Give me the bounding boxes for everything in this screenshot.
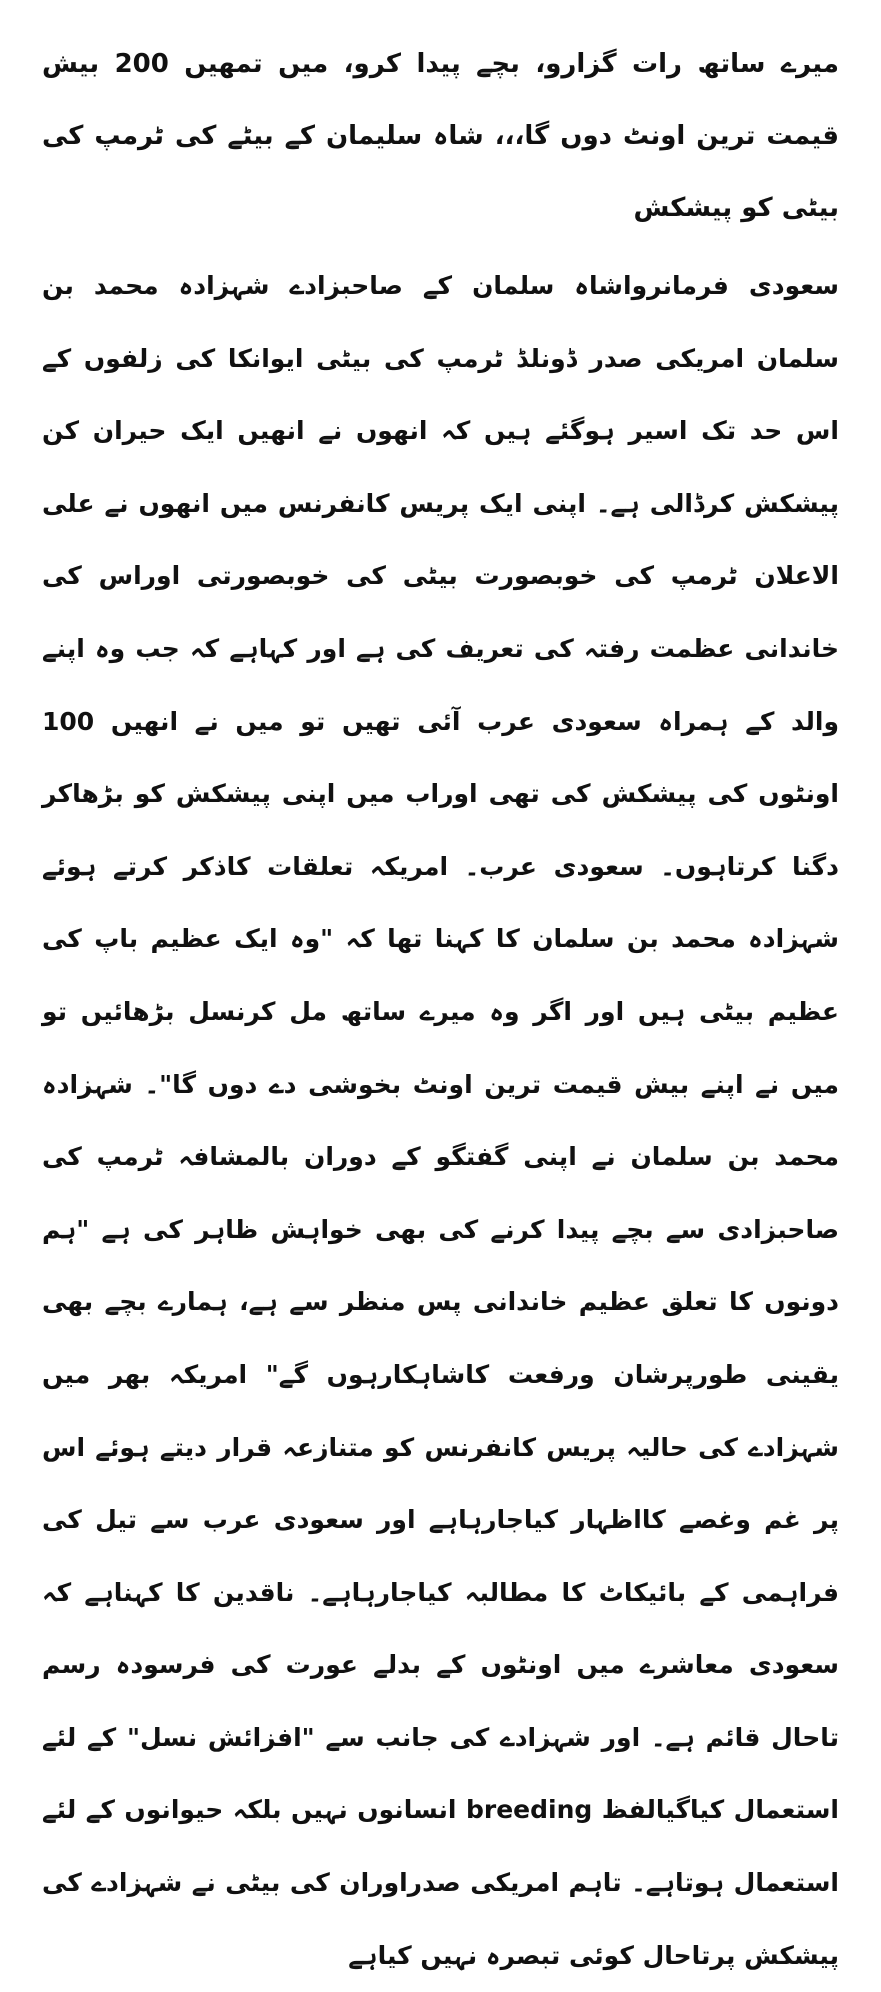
article-body: سعودی فرمانرواشاہ سلمان کے صاحبزادے شہزادہ محمد بن سلمان امریکی صدر ڈونلڈ ٹرمپ کی بیٹی ایوانکا کی زلفوں کے اس حد تک اسیر ہوگئے ہیں کہ انھوں نے انھیں ایک حیران کن پیشکش کرڈالی ہے۔ اپنی ایک پریس کانفرنس میں انھوں نے علی الاعلان ٹرمپ کی خوبصورت بیٹی کی خوبصورتی اوراس کی خاندانی عظمت رفتہ کی تعریف کی ہے اور کہاہے کہ جب وہ اپنے والد کے ہمراہ سعودی عرب آئی تھیں تو میں نے انھیں 100 اونٹوں کی پیشکش کی تھی اوراب میں اپنی پیشکش کو بڑھاکر دگنا کرتاہوں۔ سعودی عرب۔ امریکہ تعلقات کاذکر کرتے ہوئے شہزادہ محمد بن سلمان کا کہنا تھا کہ "وہ ایک عظیم باپ کی عظیم بیٹی ہیں اور اگر وہ میرے ساتھ مل کرنسل بڑھائیں تو میں نے اپنے بیش قیمت ترین اونٹ بخوشی دے دوں گا"۔ شہزادہ محمد بن سلمان نے اپنی گفتگو کے دوران بالمشافہ ٹرمپ کی صاحبزادی سے بچے پیدا کرنے کی بھی خواہش ظاہر کی ہے "ہم دونوں کا تعلق عظیم خاندانی پس منظر سے ہے، ہمارے بچے بھی یقینی طورپرشان ورفعت کاشاہکارہوں گے" امریکہ بھر میں شہزادے کی حالیہ پریس کانفرنس کو متنازعہ قرار دیتے ہوئے اس پر غم وغصے کااظہار کیاجارہاہے اور سعودی عرب سے تیل کی فراہمی کے بائیکاٹ کا مطالبہ کیاجارہاہے۔ ناقدین کا کہناہے کہ سعودی معاشرے میں اونٹوں کے بدلے عورت کی فرسودہ رسم تاحال قائم ہے۔ اور شہزادے کی جانب سے "افزائش نسل" کے لئے استعمال کیاگیالفظ breeding انسانوں نہیں بلکہ حیوانوں کے لئے استعمال ہوتاہے۔ تاہم امریکی صدراوران کی بیٹی نے شہزادے کی پیشکش پرتاحال کوئی تبصرہ نہیں کیاہے	[42, 271, 839, 1970]
article-headline: میرے ساتھ رات گزارو، بچے پیدا کرو، میں تمھیں 200 بیش قیمت ترین اونٹ دوں گا،،، شاہ سلیمان کے بیٹے کی ٹرمپ کی بیٹی کو پیشکش	[42, 49, 839, 223]
